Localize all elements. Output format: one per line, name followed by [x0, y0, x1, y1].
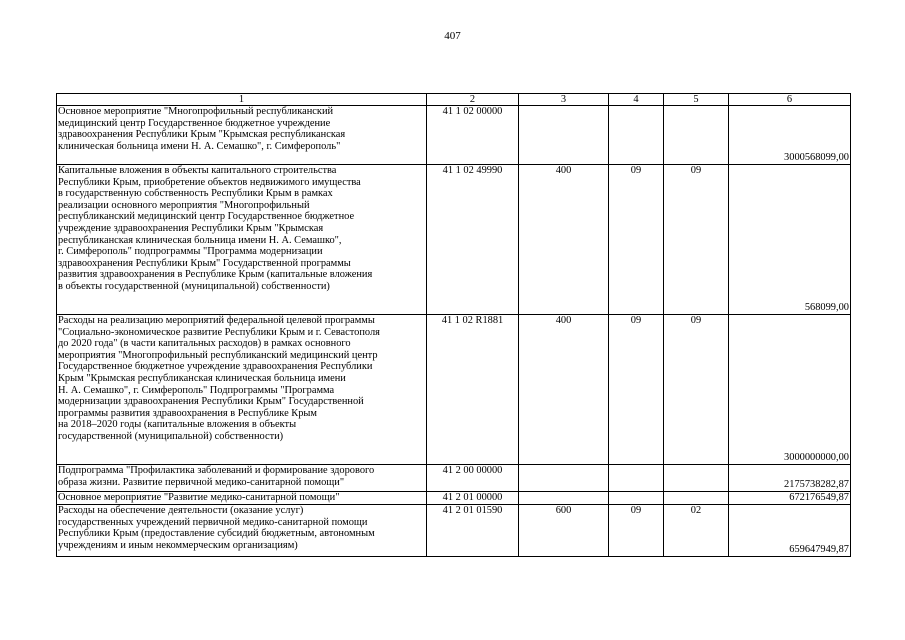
row-pr: 09	[664, 165, 729, 315]
row-code: 41 2 01 01590	[427, 505, 519, 557]
header-cell: 5	[664, 94, 729, 106]
row-amount: 568099,00	[729, 165, 851, 315]
header-cell: 3	[519, 94, 609, 106]
row-amount: 3000000000,00	[729, 315, 851, 465]
row-name: Капитальные вложения в объекты капитального строительства Республики Крым, приобретение объектов недвижимого имущества в государственную собственность Республики Крым в рамках реализации основного мероприятия "Многопрофильный республиканский медицинский центр Государственное бюджетное учреждение здравоохранения Республики Крым "Крымская республиканская клиническая больница имени Н. А. Семашко", г. Симферополь" подпрограммы "Программа модернизации здравоохранения Республики Крым" Государственной программы развития здравоохранения в Республике Крым (капитальные вложения в объекты государственной (муниципальной) собственности)	[57, 165, 427, 315]
row-amount: 2175738282,87	[729, 465, 851, 492]
row-rz	[609, 465, 664, 492]
row-amount: 3000568099,00	[729, 106, 851, 165]
row-rz	[609, 106, 664, 165]
table-row	[57, 492, 851, 505]
row-name: Основное мероприятие "Развитие медико-санитарной помощи"	[57, 492, 427, 505]
row-rz: 09	[609, 315, 664, 465]
row-name: Расходы на реализацию мероприятий федеральной целевой программы "Социально-экономическое развитие Республики Крым и г. Севастополя до 2020 года" (в части капитальных расходов) в рамках основного мероприятия "Многопрофильный республиканский медицинский центр Государственное бюджетное учреждение здравоохранения Республики Крым "Крымская республиканская клиническая больница имени Н. А. Семашко", г. Симферополь" Подпрограммы "Программа модернизации здравоохранения Республики Крым" Государственной программы развития здравоохранения в Республике Крым на 2018–2020 годы (капитальные вложения в объекты государственной (муниципальной) собственности)	[57, 315, 427, 465]
row-pr	[664, 106, 729, 165]
table-header-row	[57, 94, 851, 106]
page-number: 407	[444, 30, 461, 42]
table-row	[57, 106, 851, 165]
header-cell: 6	[729, 94, 851, 106]
header-cell: 2	[427, 94, 519, 106]
header-cell: 1	[57, 94, 427, 106]
row-rz: 09	[609, 165, 664, 315]
row-amount: 659647949,87	[729, 505, 851, 557]
header-cell: 4	[609, 94, 664, 106]
row-rz: 09	[609, 505, 664, 557]
row-vr: 600	[519, 505, 609, 557]
table-row	[57, 465, 851, 492]
row-vr	[519, 106, 609, 165]
row-amount: 672176549,87	[729, 492, 851, 505]
row-code: 41 1 02 49990	[427, 165, 519, 315]
row-pr: 02	[664, 505, 729, 557]
row-code: 41 1 02 00000	[427, 106, 519, 165]
row-rz	[609, 492, 664, 505]
row-code: 41 2 00 00000	[427, 465, 519, 492]
row-name: Расходы на обеспечение деятельности (оказание услуг) государственных учреждений первичной медико-санитарной помощи Республики Крым (предоставление субсидий бюджетным, автономным учреждениям и иным некоммерческим организациям)	[57, 505, 427, 557]
row-code: 41 2 01 00000	[427, 492, 519, 505]
row-code: 41 1 02 R1881	[427, 315, 519, 465]
row-vr: 400	[519, 165, 609, 315]
row-vr: 400	[519, 315, 609, 465]
row-name: Основное мероприятие "Многопрофильный республиканский медицинский центр Государственное бюджетное учреждение здравоохранения Республики Крым "Крымская республиканская клиническая больница имени Н. А. Семашко", г. Симферополь"	[57, 106, 427, 165]
row-pr: 09	[664, 315, 729, 465]
table-row	[57, 505, 851, 557]
table-row	[57, 165, 851, 315]
row-vr	[519, 492, 609, 505]
row-pr	[664, 465, 729, 492]
budget-table	[56, 93, 851, 557]
row-pr	[664, 492, 729, 505]
row-vr	[519, 465, 609, 492]
row-name: Подпрограмма "Профилактика заболеваний и формирование здорового образа жизни. Развитие первичной медико-санитарной помощи"	[57, 465, 427, 492]
table-row	[57, 315, 851, 465]
